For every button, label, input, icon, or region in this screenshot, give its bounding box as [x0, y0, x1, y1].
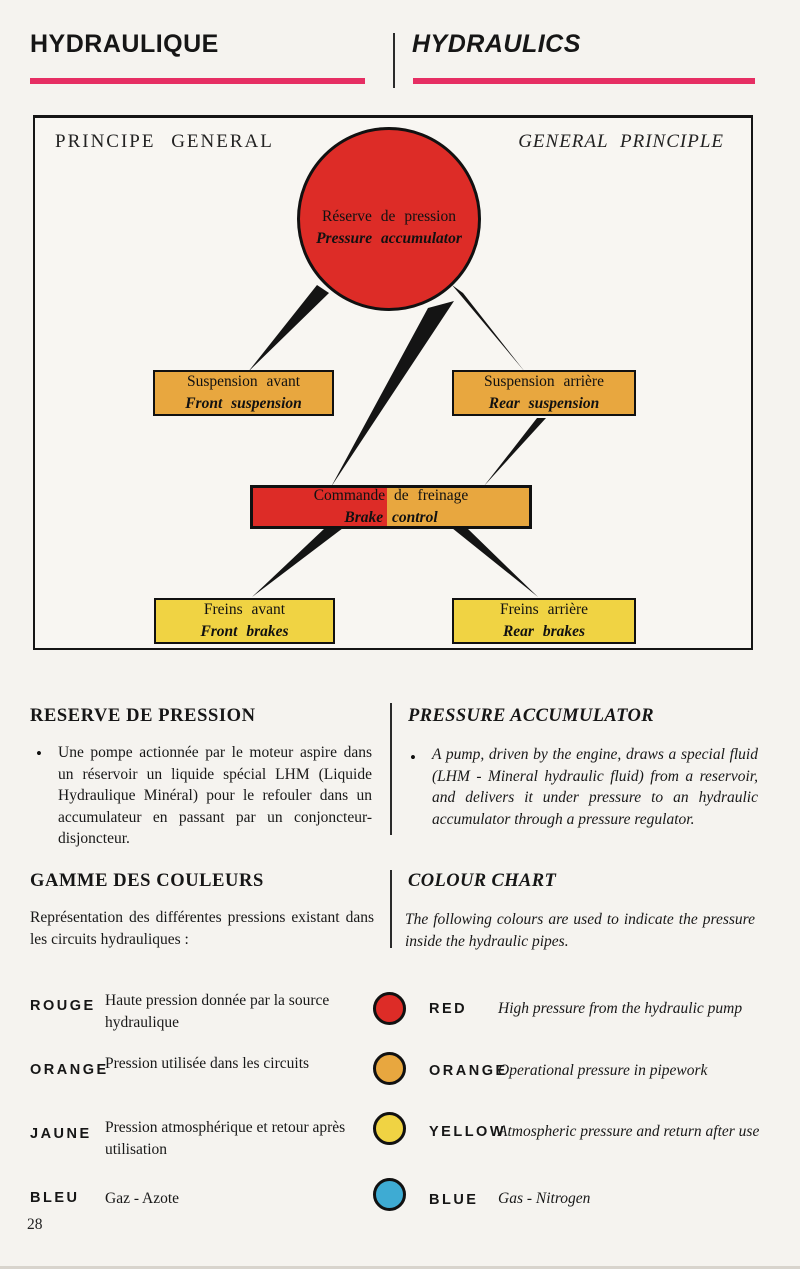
orange-swatch-icon: [373, 1052, 406, 1085]
brake-control-label-french: Commande de freinage: [313, 487, 469, 504]
colour-desc-english: Operational pressure in pipework: [498, 1062, 708, 1079]
brake-control-box: [250, 485, 532, 529]
colour-desc-english: High pressure from the hydraulic pump: [498, 1000, 743, 1017]
header-divider: [393, 33, 395, 88]
colour-name-english: YELLOW: [429, 1124, 507, 1140]
colour-name-french: ROUGE: [30, 998, 96, 1014]
section2-body-english: The following colours are used to indicate the pressure inside the hydraulic pipes.: [405, 911, 755, 950]
section1-heading-english: PRESSURE ACCUMULATOR: [408, 706, 655, 726]
accent-bar-right: [413, 78, 755, 84]
brakes-front-label-english: Front brakes: [200, 623, 289, 640]
section2-heading-french: GAMME DES COULEURS: [30, 871, 264, 891]
page-number: 28: [27, 1216, 43, 1233]
red-swatch-icon: [373, 992, 406, 1025]
section1-heading-french: RESERVE DE PRESSION: [30, 706, 256, 726]
accumulator-label-english: Pressure accumulator: [316, 230, 462, 247]
accumulator-label-french: Réserve de pression: [322, 208, 456, 225]
suspension-front-box: [153, 370, 334, 416]
brakes-rear-label-english: Rear brakes: [502, 623, 586, 640]
diagram-title-english: GENERAL PRINCIPLE: [518, 131, 724, 152]
suspension-rear-label-english: Rear suspension: [488, 395, 600, 412]
page-title-french: HYDRAULIQUE: [30, 30, 219, 58]
brakes-front-box: [154, 598, 335, 644]
colour-desc-french: Gaz - Azote: [105, 1190, 180, 1207]
diagram-title-french: PRINCIPE GENERAL: [55, 131, 274, 152]
section1-body-english: A pump, driven by the engine, draws a special fluid (LHM - Mineral hydraulic fluid) from a reservoir, and delivers it under pressure to an hydraulic accumulator through a pressure regulator.: [432, 746, 758, 828]
column-divider-2: [390, 870, 392, 948]
accent-bar-left: [30, 78, 365, 84]
colour-name-english: ORANGE: [429, 1063, 508, 1079]
brake-control-label-english: Brake control: [344, 509, 438, 526]
brake-control-labels: [253, 488, 529, 526]
section1-body-french: Une pompe actionnée par le moteur aspire dans un réservoir un liquide spécial LHM (Liquide Hydraulique Minéral) pour le refouler dans un accumulateur en passant par un conjoncteur-disjoncteur.: [58, 744, 372, 847]
section2-heading-english: COLOUR CHART: [408, 871, 557, 891]
pressure-accumulator-node: [297, 127, 481, 311]
section2-body-french: Représentation des différentes pressions existant dans les circuits hydrauliques :: [30, 909, 374, 948]
suspension-rear-box: [452, 370, 636, 416]
colour-name-english: RED: [429, 1001, 468, 1017]
section1-bullet-english: •: [410, 748, 416, 767]
section1-bullet-french: •: [36, 744, 42, 763]
suspension-front-label-english: Front suspension: [185, 395, 302, 412]
colour-desc-english: Gas - Nitrogen: [498, 1190, 591, 1207]
suspension-front-label-french: Suspension avant: [186, 373, 301, 390]
brakes-front-label-french: Freins avant: [203, 601, 286, 618]
column-divider-1: [390, 703, 392, 835]
colour-desc-french: Pression atmosphérique et retour après utilisation: [105, 1119, 346, 1158]
suspension-rear-label-french: Suspension arrière: [484, 373, 604, 390]
colour-name-french: JAUNE: [30, 1126, 92, 1142]
brakes-rear-box: [452, 598, 636, 644]
colour-name-french: ORANGE: [30, 1062, 109, 1078]
yellow-swatch-icon: [373, 1112, 406, 1145]
colour-name-french: BLEU: [30, 1190, 80, 1206]
brakes-rear-label-french: Freins arrière: [499, 601, 589, 618]
blue-swatch-icon: [373, 1178, 406, 1211]
colour-name-english: BLUE: [429, 1192, 479, 1208]
colour-desc-french: Haute pression donnée par la source hydraulique: [105, 992, 330, 1031]
colour-desc-french: Pression utilisée dans les circuits: [105, 1055, 310, 1072]
page-title-english: HYDRAULICS: [412, 30, 581, 58]
colour-desc-english: Atmospheric pressure and return after use: [498, 1123, 760, 1140]
